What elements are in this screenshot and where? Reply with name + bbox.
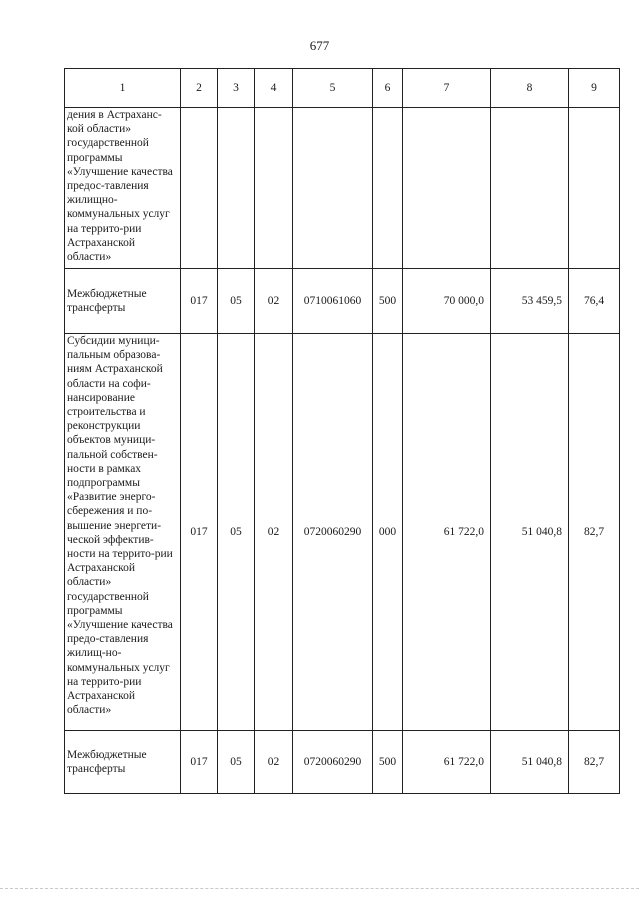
table-cell: 500 [373, 269, 403, 334]
table-cell [255, 108, 293, 269]
table-cell: 70 000,0 [403, 269, 491, 334]
table-cell: 500 [373, 731, 403, 794]
table-cell: 000 [373, 334, 403, 731]
budget-table [64, 68, 620, 794]
table-cell [403, 108, 491, 269]
table-cell: 05 [218, 731, 255, 794]
table-cell [218, 108, 255, 269]
table-cell: 82,7 [569, 334, 620, 731]
header-row [65, 69, 620, 108]
column-header: 6 [373, 69, 403, 108]
column-header: 3 [218, 69, 255, 108]
table-cell: 05 [218, 334, 255, 731]
table-cell: 017 [181, 334, 218, 731]
table-cell [491, 108, 569, 269]
table-cell: 53 459,5 [491, 269, 569, 334]
column-header: 2 [181, 69, 218, 108]
table-row [65, 108, 620, 269]
table-cell: 61 722,0 [403, 731, 491, 794]
column-header: 4 [255, 69, 293, 108]
table-cell: 017 [181, 731, 218, 794]
page-number: 677 [309, 38, 330, 53]
column-header: 9 [569, 69, 620, 108]
scan-edge-divider [0, 888, 639, 889]
table-cell: 82,7 [569, 731, 620, 794]
table-cell: 51 040,8 [491, 731, 569, 794]
row-description: Субсидии муници-пальным образова-ниям Астраханской области на софи-нансирование строительства и реконструкции объектов муници-пальной собствен-ности в рамках подпрограммы «Развитие энерго-сбережения и по-вышение энергети-ческой эффектив-ности на террито-рии Астраханской области» государственной программы «Улучшение качества предо-ставления жилищ-но-коммунальных услуг на террито-рии Астраханской области» [65, 334, 181, 731]
table-row [65, 269, 620, 334]
table-cell [373, 108, 403, 269]
row-description: Межбюджетные трансферты [65, 269, 181, 334]
table-cell: 76,4 [569, 269, 620, 334]
table-cell [181, 108, 218, 269]
column-header: 8 [491, 69, 569, 108]
column-header: 1 [65, 69, 181, 108]
table-cell: 017 [181, 269, 218, 334]
table-cell: 05 [218, 269, 255, 334]
column-header: 5 [293, 69, 373, 108]
table-cell [569, 108, 620, 269]
table-cell: 0720060290 [293, 731, 373, 794]
table-cell: 02 [255, 731, 293, 794]
table-cell: 02 [255, 269, 293, 334]
table-cell: 0710061060 [293, 269, 373, 334]
column-header: 7 [403, 69, 491, 108]
table-cell: 02 [255, 334, 293, 731]
table-cell: 61 722,0 [403, 334, 491, 731]
row-description: дения в Астраханс-кой области» государственной программы «Улучшение качества предос-тавления жилищно-коммунальных услуг на террито-рии Астраханской области» [65, 108, 181, 269]
row-description: Межбюджетные трансферты [65, 731, 181, 794]
table-row [65, 334, 620, 731]
table-cell: 51 040,8 [491, 334, 569, 731]
table-cell [293, 108, 373, 269]
table-row [65, 731, 620, 794]
table-cell: 0720060290 [293, 334, 373, 731]
